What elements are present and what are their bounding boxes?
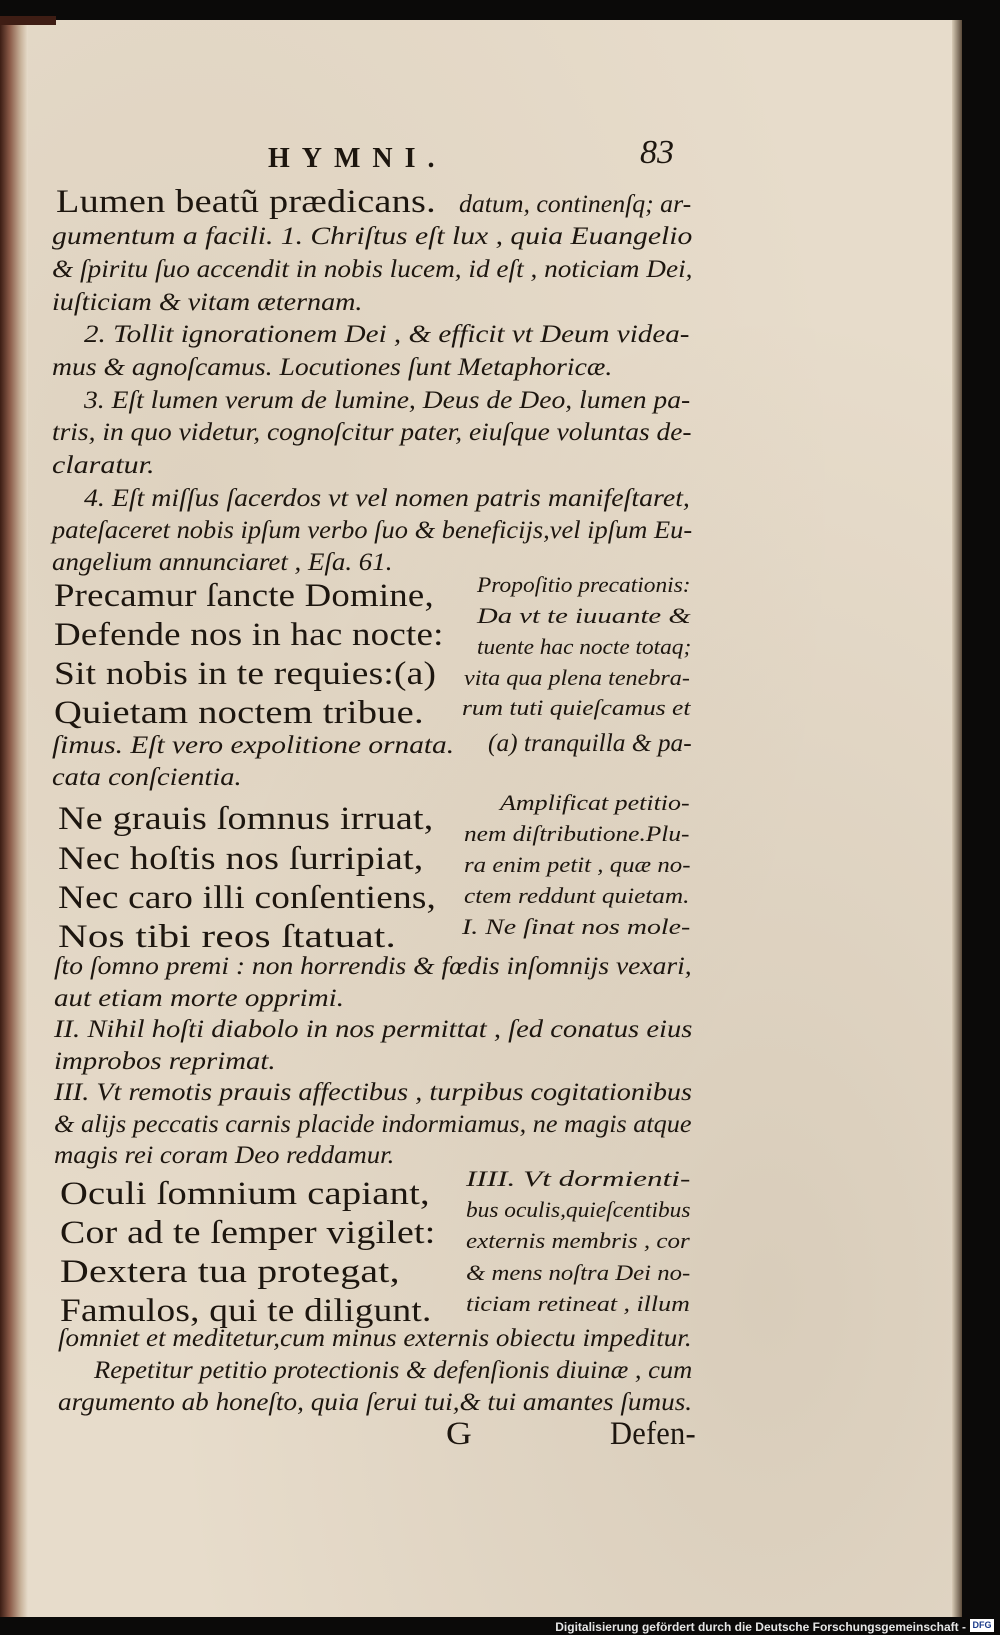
text-line: magis rei coram Deo reddamur. [54,1142,395,1169]
text-line: Nec caro illi conſentiens, [58,880,437,916]
text-line: ſimus. Eſt vero expolitione ornata. [52,732,455,759]
text-line: angelium annunciaret , Eſa. 61. [52,549,393,576]
text-line: Da vt te iuuante & [477,603,691,628]
text-line: Cor ad te ſemper vigilet: [60,1215,436,1251]
text-line: II. Nihil hoſti diabolo in nos permittat , ſed conatus eius [54,1016,693,1043]
book-spine-edge [0,20,28,1617]
text-line: Defende nos in hac nocte: [54,617,444,653]
text-line: Oculi ſomnium capiant, [60,1176,430,1212]
text-line: ſomniet et meditetur,cum minus externis obiectu impeditur. [58,1325,692,1352]
text-line: ſto ſomno premi : non horrendis & fœdis inſomnijs vexari, [54,953,692,980]
text-line: Lumen beatũ prædicans. [56,184,436,220]
text-line: IIII. Vt dormienti- [466,1166,691,1191]
page-number: 83 [640,134,674,171]
text-line: Nec hoſtis nos ſurripiat, [58,841,424,877]
text-line: & alijs peccatis carnis placide indormiamus, ne magis atque [54,1111,692,1138]
text-line: iuſticiam & vitam æternam. [52,289,363,316]
text-line: datum, continenſq; ar- [459,191,692,218]
text-line: & mens noſtra Dei no- [466,1260,691,1285]
text-line: argumento ab honeſto, quia ſerui tui,& tui amantes ſumus. [58,1389,693,1416]
text-line: Quietam noctem tribue. [54,695,424,731]
text-line: Repetitur petitio protectionis & defenſionis diuinæ , cum [94,1357,693,1384]
dfg-logo-icon: DFG [970,1619,994,1632]
text-line: pateſaceret nobis ipſum verbo ſuo & beneficijs,vel ipſum Eu- [52,517,693,544]
dfg-credit: Digitalisierung gefördert durch die Deutsche Forschungsgemeinschaft - [555,1620,966,1634]
text-line: gumentum a facili. 1. Chriſtus eſt lux , quia Euangelio [52,223,693,250]
text-line: G [446,1416,473,1452]
text-line: ctem reddunt quietam. [464,883,690,908]
text-line: mus & agnoſcamus. Locutiones ſunt Metaphoricæ. [52,354,613,381]
text-line: rum tuti quieſcamus et [462,695,691,720]
text-line: Sit nobis in te requies:(a) [54,656,437,692]
text-line: 3. Eſt lumen verum de lumine, Deus de Deo, lumen pa- [84,387,691,414]
text-line: cata conſcientia. [52,764,242,791]
text-line: (a) tranquilla & pa- [488,730,692,757]
text-line: I. Ne ſinat nos mole- [462,914,691,939]
page-right-edge [952,20,962,1617]
text-line: ra enim petit , quæ no- [464,852,691,877]
text-line: nem diſtributione.Plu- [464,821,690,846]
text-line: Propoſitio precationis: [477,572,691,597]
text-line: Dextera tua protegat, [60,1254,400,1290]
text-line: improbos reprimat. [54,1048,276,1075]
text-line: bus oculis,quieſcentibus [466,1197,691,1222]
text-line: claratur. [52,452,155,479]
text-line: aut etiam morte opprimi. [54,985,344,1012]
text-line: Amplificat petitio- [500,790,690,815]
text-line: externis membris , cor [466,1228,690,1253]
text-line: ticiam retineat , illum [466,1291,690,1316]
text-line: Ne grauis ſomnus irruat, [58,801,434,837]
text-line: Defen- [610,1416,696,1452]
text-line: Nos tibi reos ſtatuat. [58,919,397,955]
text-line: tris, in quo videtur, cognoſcitur pater, eiuſque voluntas de- [52,419,692,446]
text-line: Precamur ſancte Domine, [54,578,434,614]
running-title: HYMNI. [268,143,447,174]
text-line: 4. Eſt miſſus ſacerdos vt vel nomen patris manifeſtaret, [84,485,690,512]
text-line: & ſpiritu ſuo accendit in nobis lucem, id eſt , noticiam Dei, [52,256,693,283]
text-line: vita qua plena tenebra- [464,665,690,690]
text-line: 2. Tollit ignorationem Dei , & efficit vt Deum videa- [84,321,690,348]
text-line: Famulos, qui te diligunt. [60,1293,432,1329]
binding-tab [0,16,56,25]
text-line: III. Vt remotis prauis affectibus , turpibus cogitationibus [54,1079,693,1106]
text-line: tuente hac nocte totaq; [477,634,692,659]
